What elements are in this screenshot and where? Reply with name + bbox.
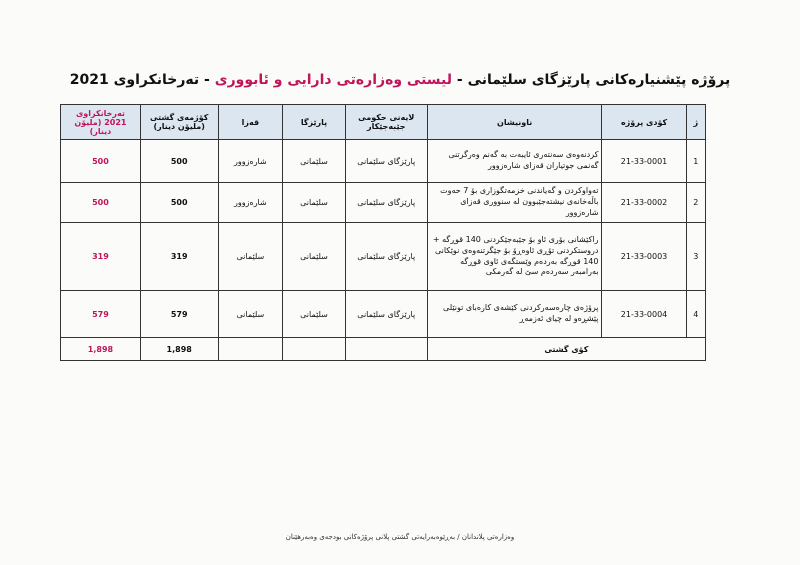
row-code: 21-33-0004 xyxy=(602,291,686,338)
header-district: قەزا xyxy=(218,105,283,140)
row-district: شارەزوور xyxy=(218,183,283,223)
row-total-cost: 500 xyxy=(140,140,218,183)
row-desc: کردنەوەی سەنتەری ئایبەت بە گەنم وەرگرتنی گەنمی جوتیاران قەزای شارەزوور xyxy=(427,140,602,183)
row-desc: تەواوکردن و گەیاندنی خزمەتگوزاری بۆ 7 حەوت باڵەخانەی نیشتەجێبوون لە سنووری قەزای شارەزوور xyxy=(427,183,602,223)
row-agency: پارێزگای سلێمانی xyxy=(345,183,427,223)
header-code: کۆدی پرۆژە xyxy=(602,105,686,140)
header-desc: ناونیشان xyxy=(427,105,602,140)
row-code: 21-33-0003 xyxy=(602,223,686,291)
row-total-cost: 500 xyxy=(140,183,218,223)
row-code: 21-33-0001 xyxy=(602,140,686,183)
title-ministry-list: لیستی وەزارەتی دارایی و ئابووری xyxy=(214,72,453,88)
row-province: سلێمانی xyxy=(283,140,346,183)
row-num: 3 xyxy=(686,223,705,291)
header-agency: لایەنی حکومی جێبەجێکار xyxy=(345,105,427,140)
row-allocation: 500 xyxy=(61,183,141,223)
page-footer: وەزارەتی پلاندانان / بەڕێوەبەرایەتی گشتی پلانی پرۆژەکانی بودجەی وەبەرهێنان xyxy=(285,533,515,541)
row-num: 4 xyxy=(686,291,705,338)
projects-table xyxy=(60,104,706,361)
row-allocation: 579 xyxy=(61,291,141,338)
table-row xyxy=(61,223,706,291)
row-total-cost: 579 xyxy=(140,291,218,338)
row-allocation: 319 xyxy=(61,223,141,291)
title-part-3: - تەرخانکراوی 2021 xyxy=(69,72,215,88)
row-agency: پارێزگای سلێمانی xyxy=(345,291,427,338)
table-row xyxy=(61,140,706,183)
totals-empty-cell xyxy=(218,338,283,361)
row-desc: راکێشانی بۆری ئاو بۆ جێبەجێکردنی 140 قوڕگە + دروستکردنی تۆڕی ئاوەڕۆ بۆ جێگرتنەوەی نوێکانی 140 قوڕگە بەردەم وێستگەی ئاوی قوڕگە بەرامبەر سەردەم سێ لە گەرمکی xyxy=(427,223,602,291)
row-code: 21-33-0002 xyxy=(602,183,686,223)
row-province: سلێمانی xyxy=(283,223,346,291)
row-district: سلێمانی xyxy=(218,223,283,291)
totals-total-cost: 1,898 xyxy=(140,338,218,361)
row-agency: پارێزگای سلێمانی xyxy=(345,223,427,291)
row-num: 2 xyxy=(686,183,705,223)
page-title xyxy=(0,72,800,88)
row-num: 1 xyxy=(686,140,705,183)
header-total-cost: کۆژمەی گشتی (ملیۆن دینار) xyxy=(140,105,218,140)
totals-empty-cell xyxy=(345,338,427,361)
row-desc: پرۆژەی چارەسەرکردنی کێشەی کارەبای تونێلی پێشڕەو لە چیای ئەزمەڕ xyxy=(427,291,602,338)
header-province: پارێزگا xyxy=(283,105,346,140)
table-row xyxy=(61,291,706,338)
row-total-cost: 319 xyxy=(140,223,218,291)
header-allocation: تەرخانکراوی 2021 (ملیۆن دینار) xyxy=(61,105,141,140)
title-part-1: پرۆژە پێشنیارەکانی پارێزگای سلێمانی - xyxy=(452,72,731,88)
row-allocation: 500 xyxy=(61,140,141,183)
table-header-row xyxy=(61,105,706,140)
header-num: ژ xyxy=(686,105,705,140)
row-agency: پارێزگای سلێمانی xyxy=(345,140,427,183)
totals-empty-cell xyxy=(283,338,346,361)
totals-row xyxy=(61,338,706,361)
row-province: سلێمانی xyxy=(283,183,346,223)
table-row xyxy=(61,183,706,223)
totals-allocation: 1,898 xyxy=(61,338,141,361)
totals-label: کۆی گشتی xyxy=(427,338,705,361)
row-district: سلێمانی xyxy=(218,291,283,338)
row-district: شارەزوور xyxy=(218,140,283,183)
row-province: سلێمانی xyxy=(283,291,346,338)
